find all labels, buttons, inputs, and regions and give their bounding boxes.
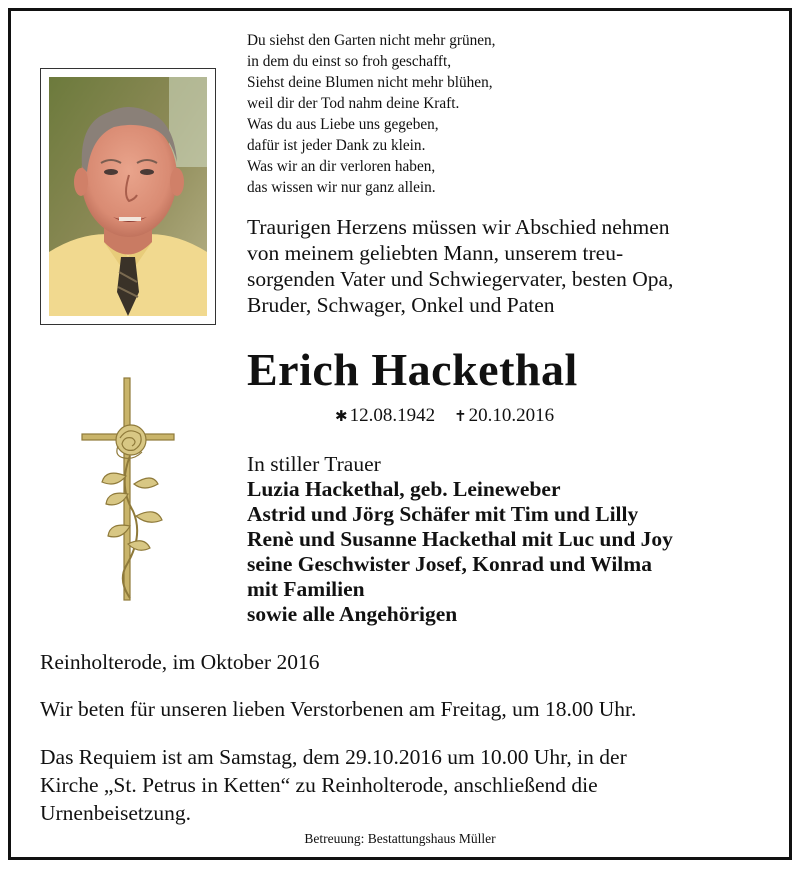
mourner-line: Luzia Hackethal, geb. Leineweber — [247, 477, 561, 501]
requiem-notice — [40, 743, 760, 827]
mourner-line: sowie alle Angehörigen — [247, 602, 458, 626]
poem-line: Du siehst den Garten nicht mehr grünen, — [247, 32, 496, 49]
requiem-line: Das Requiem ist am Samstag, dem 29.10.2016 um 10.00 Uhr, in der — [40, 745, 627, 769]
intro-line: sorgenden Vater und Schwiegervater, besten Opa, — [247, 267, 674, 291]
death-cross-icon: ✝ — [454, 409, 467, 425]
place-date: Reinholterode, im Oktober 2016 — [40, 650, 320, 674]
death-date: 20.10.2016 — [468, 405, 555, 426]
requiem-line: Urnenbeisetzung. — [40, 801, 192, 825]
intro-line: von meinem geliebten Mann, unserem treu- — [247, 241, 624, 265]
mourner-line: Astrid und Jörg Schäfer mit Tim und Lilly — [247, 502, 639, 526]
mourners-block — [247, 452, 767, 627]
poem-line: Siehst deine Blumen nicht mehr blühen, — [247, 74, 493, 91]
mourner-line: mit Familien — [247, 577, 365, 601]
life-dates — [335, 403, 554, 430]
poem-line: Was du aus Liebe uns gegeben, — [247, 116, 439, 133]
funeral-home-credit: Betreuung: Bestattungshaus Müller — [304, 831, 496, 846]
poem-line: weil dir der Tod nahm deine Kraft. — [247, 95, 460, 112]
poem-line: dafür ist jeder Dank zu klein. — [247, 137, 426, 154]
intro-line: Bruder, Schwager, Onkel und Paten — [247, 293, 555, 317]
poem-line: Was wir an dir verloren haben, — [247, 158, 436, 175]
poem-line: das wissen wir nur ganz allein. — [247, 179, 436, 196]
poem-line: in dem du einst so froh geschafft, — [247, 53, 452, 70]
birth-star-icon: ✱ — [335, 409, 348, 425]
prayer-notice: Wir beten für unseren lieben Verstorbenen am Freitag, um 18.00 Uhr. — [40, 697, 637, 721]
rose-cross-icon — [78, 376, 178, 602]
poem — [247, 30, 607, 198]
requiem-line: Kirche „St. Petrus in Ketten“ zu Reinholterode, anschließend die — [40, 773, 598, 797]
portrait-photo — [40, 68, 216, 325]
mourner-line: seine Geschwister Josef, Konrad und Wilma — [247, 552, 652, 576]
deceased-name: Erich Hackethal — [247, 344, 578, 395]
intro-line: Traurigen Herzens müssen wir Abschied nehmen — [247, 215, 670, 239]
mourning-lead: In stiller Trauer — [247, 452, 381, 476]
intro-text — [247, 214, 767, 318]
mourner-line: Renè und Susanne Hackethal mit Luc und Joy — [247, 527, 673, 551]
portrait-image — [49, 77, 207, 316]
birth-date: 12.08.1942 — [349, 405, 436, 426]
